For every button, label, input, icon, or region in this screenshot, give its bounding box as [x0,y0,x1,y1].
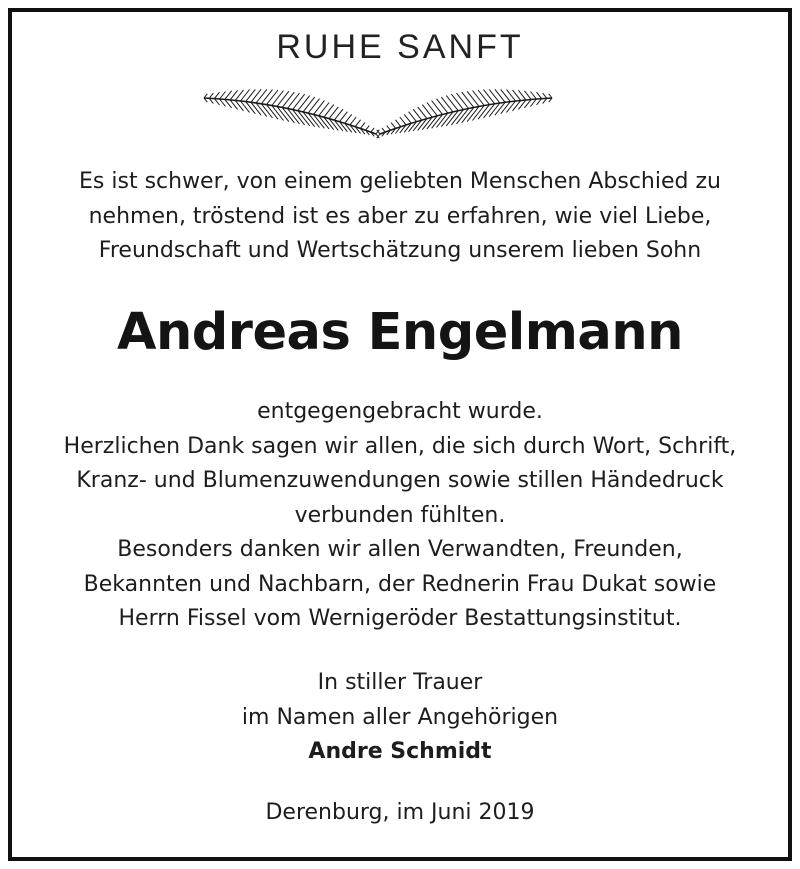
thanks-line: Besonders danken wir allen Verwandten, Freunden, [117,537,683,562]
place-date: Derenburg, im Juni 2019 [265,800,535,825]
closing-line: im Namen aller Angehörigen [241,704,559,730]
right-frond-icon [377,89,552,138]
signer-name: Andre Schmidt [308,739,492,764]
intro-paragraph [0,165,800,269]
closing-block [0,666,800,770]
closing-line: In stiller Trauer [317,670,483,695]
thanks-line: entgegengebracht wurde. [257,399,543,424]
palm-fronds-icon [196,84,560,146]
thanks-line: Herrn Fissel vom Wernigeröder Bestattungsinstitut. [118,606,682,631]
thanks-line: Bekannten und Nachbarn, der Rednerin Frau Dukat sowie [83,571,717,597]
notice-heading: RUHE SANFT [276,28,524,66]
intro-line: Freundschaft und Wertschätzung unserem lieben Sohn [98,238,702,263]
intro-line: Es ist schwer, von einem geliebten Menschen Abschied zu [79,169,721,194]
deceased-name: Andreas Engelmann [117,303,683,362]
thanks-paragraph [0,395,800,637]
left-frond-icon [204,89,379,138]
thanks-line: Kranz- und Blumenzuwendungen sowie stillen Händedruck [76,468,724,493]
thanks-line: Herzlichen Dank sagen wir allen, die sich durch Wort, Schrift, [63,433,737,459]
intro-line: nehmen, tröstend ist es aber zu erfahren, wie viel Liebe, [88,203,712,229]
thanks-line: verbunden fühlten. [294,502,506,528]
